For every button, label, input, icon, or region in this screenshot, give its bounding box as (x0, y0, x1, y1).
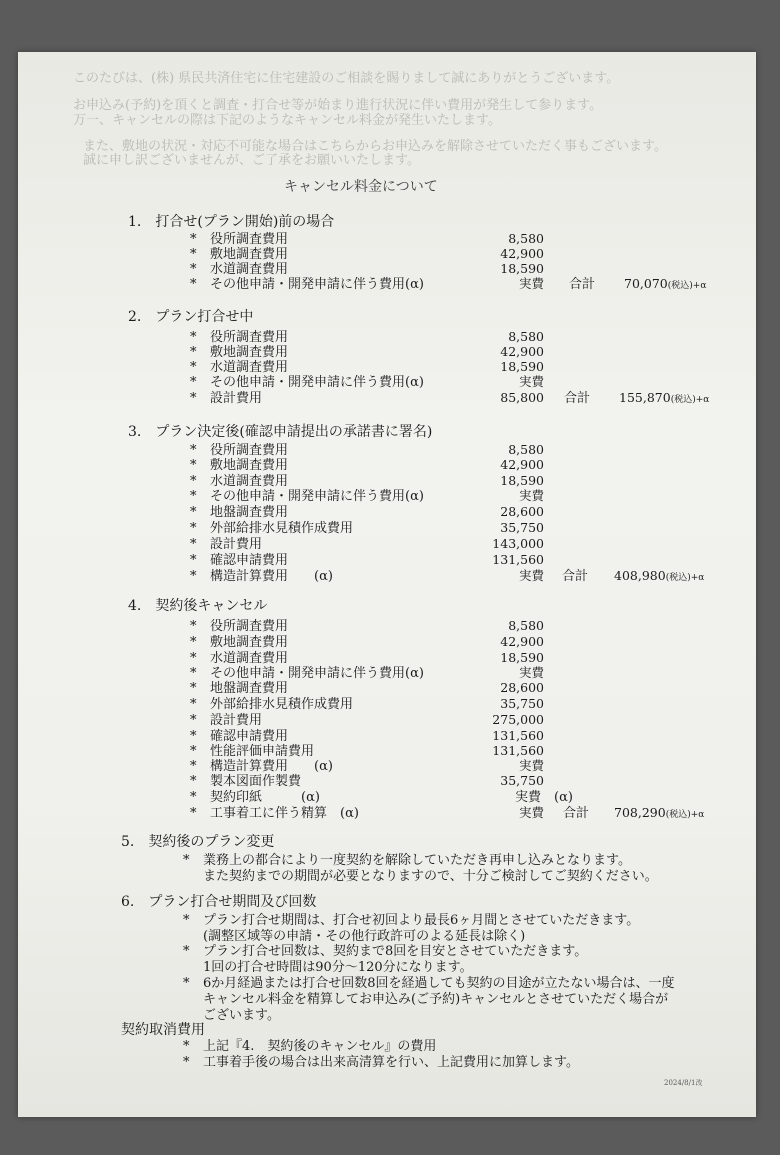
s2-total-amount: 155,870(税込)+α (619, 390, 710, 405)
section-2-heading: 2. プラン打合せ中 (128, 309, 254, 325)
s3-item-2-amount: 42,900 (500, 457, 544, 472)
bullet-mark: * (190, 759, 197, 774)
section-3-heading: 3. プラン決定後(確認申請提出の承諾書に署名) (128, 424, 433, 440)
bullet-mark: * (190, 681, 197, 696)
bullet-mark: * (190, 666, 197, 681)
bullet-mark: * (190, 232, 197, 247)
s2-item-5-amount: 85,800 (500, 390, 544, 405)
intro-line-1: このたびは、(株) 県民共済住宅に住宅建設のご相談を賜りまして誠にありがとうございます。 (73, 71, 620, 86)
bullet-mark: * (183, 1055, 190, 1070)
bullet-mark: * (190, 713, 197, 728)
bullet-mark: * (183, 913, 190, 928)
s2-item-4-amount: 実費 (518, 374, 544, 389)
s1-item-3-amount: 18,590 (500, 261, 544, 276)
s4-item-11-amount: 35,750 (500, 773, 544, 788)
bullet-mark: * (190, 553, 197, 568)
s2-item-3-label: 水道調査費用 (210, 360, 289, 375)
s6-line-5: 6か月経過または打合せ回数8回を経過しても契約の目途が立たない場合は、一度 (203, 976, 675, 991)
s3-item-6-amount: 35,750 (500, 520, 544, 535)
s3-item-7-label: 設計費用 (210, 537, 263, 552)
s3-item-8-amount: 131,560 (492, 552, 544, 567)
s4-item-7-amount: 275,000 (492, 712, 544, 727)
s3-item-6-label: 外部給排水見積作成費用 (210, 521, 354, 536)
s1-total-label: 合計 (569, 277, 596, 292)
s4-item-1-label: 役所調査費用 (210, 619, 289, 634)
intro-line-2: お申込み(予約)を頂くと調査・打合せ等が始まり進行状況に伴い費用が発生して参ります。 (73, 98, 603, 113)
s3-item-5-label: 地盤調査費用 (210, 505, 289, 520)
s4-item-10-amount: 実費 (518, 758, 544, 773)
s4-item-9-amount: 131,560 (492, 743, 544, 758)
bullet-mark: * (190, 635, 197, 650)
s2-item-4-label: その他申請・開発申請に伴う費用(α) (210, 375, 424, 390)
s6-line-6: キャンセル料金を精算してお申込み(ご予約)キャンセルとさせていただく場合が (203, 992, 669, 1007)
s4-item-4-amount: 実費 (518, 665, 544, 680)
s3-item-3-amount: 18,590 (500, 473, 544, 488)
s3-item-8-label: 確認申請費用 (210, 553, 289, 568)
s4-item-3-amount: 18,590 (500, 650, 544, 665)
bullet-mark: * (190, 345, 197, 360)
s2-item-1-amount: 8,580 (508, 329, 544, 344)
s2-item-3-amount: 18,590 (500, 359, 544, 374)
s2-item-2-label: 敷地調査費用 (210, 345, 289, 360)
s4-item-10-label: 構造計算費用 (α) (210, 759, 333, 774)
bullet-mark: * (190, 774, 197, 789)
intro-line-5: 誠に申し訳ございませんが、ご了承をお願いいたします。 (83, 153, 420, 168)
s1-item-1-amount: 8,580 (508, 231, 544, 246)
s4-item-12-label: 契約印紙 (α) (210, 790, 320, 805)
s3-item-4-label: その他申請・開発申請に伴う費用(α) (210, 489, 424, 504)
bullet-mark: * (190, 505, 197, 520)
s4-item-2-amount: 42,900 (500, 634, 544, 649)
s1-item-4-label: その他申請・開発申請に伴う費用(α) (210, 277, 424, 292)
bullet-mark: * (190, 277, 197, 292)
s2-item-5-label: 設計費用 (210, 391, 263, 406)
section-6-heading: 6. プラン打合せ期間及び回数 (121, 894, 317, 910)
s4-item-8-label: 確認申請費用 (210, 729, 289, 744)
s4-item-9-label: 性能評価申請費用 (210, 744, 315, 759)
s6-line-7: ございます。 (203, 1008, 280, 1023)
s4-item-6-label: 外部給排水見積作成費用 (210, 697, 354, 712)
bullet-mark: * (190, 489, 197, 504)
bullet-mark: * (190, 375, 197, 390)
s1-item-2-label: 敷地調査費用 (210, 247, 289, 262)
page-title: キャンセル料金について (284, 179, 438, 195)
section-5-heading: 5. 契約後のプラン変更 (121, 834, 275, 850)
s2-item-2-amount: 42,900 (500, 344, 544, 359)
s4-item-7-label: 設計費用 (210, 713, 263, 728)
document-page (18, 52, 756, 1117)
s3-item-1-amount: 8,580 (508, 442, 544, 457)
s3-item-1-label: 役所調査費用 (210, 443, 289, 458)
bullet-mark: * (190, 697, 197, 712)
bullet-mark: * (190, 569, 197, 584)
s4-total-label: 合計 (563, 806, 590, 821)
bullet-mark: * (190, 619, 197, 634)
s7-line-2: 工事着手後の場合は出来高清算を行い、上記費用に加算します。 (203, 1055, 579, 1070)
bullet-mark: * (190, 458, 197, 473)
bullet-mark: * (190, 651, 197, 666)
bullet-mark: * (183, 853, 190, 868)
s2-total-label: 合計 (564, 391, 591, 406)
s1-item-2-amount: 42,900 (500, 246, 544, 261)
s4-item-8-amount: 131,560 (492, 728, 544, 743)
s3-total-label: 合計 (562, 569, 589, 584)
intro-line-3: 万一、キャンセルの際は下記のようなキャンセル料金が発生いたします。 (73, 113, 501, 128)
bullet-mark: * (190, 474, 197, 489)
bullet-mark: * (190, 330, 197, 345)
s3-item-2-label: 敷地調査費用 (210, 458, 289, 473)
bullet-mark: * (190, 247, 197, 262)
s3-item-5-amount: 28,600 (500, 504, 544, 519)
s4-item-13-label: 工事着工に伴う精算 (α) (210, 806, 359, 821)
footer-date: 2024/8/1改 (664, 1079, 703, 1087)
s7-line-1: 上記『4. 契約後のキャンセル』の費用 (203, 1039, 437, 1054)
s3-item-4-amount: 実費 (518, 488, 544, 503)
s4-item-4-label: その他申請・開発申請に伴う費用(α) (210, 666, 424, 681)
s4-item-5-label: 地盤調査費用 (210, 681, 289, 696)
cancellation-cost-heading: 契約取消費用 (121, 1022, 205, 1038)
s3-item-9-label: 構造計算費用 (α) (210, 569, 333, 584)
s6-line-2: (調整区域等の申請・その他行政許可のよる延長は除く) (203, 929, 526, 944)
bullet-mark: * (190, 391, 197, 406)
s4-item-13-amount: 実費 (518, 805, 544, 820)
s1-item-4-amount: 実費 (518, 276, 544, 291)
s4-item-6-amount: 35,750 (500, 696, 544, 711)
s3-item-3-label: 水道調査費用 (210, 474, 289, 489)
s4-item-2-label: 敷地調査費用 (210, 635, 289, 650)
s5-line-2: また契約までの期間が必要となりますので、十分ご検討してご契約ください。 (203, 869, 658, 884)
s4-total-amount: 708,290(税込)+α (614, 805, 705, 820)
bullet-mark: * (190, 262, 197, 277)
intro-line-4: また、敷地の状況・対応不可能な場合はこちらからお申込みを解除させていただく事もございます。 (83, 139, 667, 154)
s3-item-7-amount: 143,000 (492, 536, 544, 551)
s3-item-9-amount: 実費 (518, 568, 544, 583)
s6-line-1: プラン打合せ期間は、打合せ初回より最長6ヶ月間とさせていただきます。 (203, 913, 640, 928)
s1-total-amount: 70,070(税込)+α (624, 276, 707, 291)
s6-line-3: プラン打合せ回数は、契約まで8回を目安とさせていただきます。 (203, 944, 588, 959)
s4-item-5-amount: 28,600 (500, 680, 544, 695)
s6-line-4: 1回の打合せ時間は90分～120分になります。 (203, 960, 473, 975)
bullet-mark: * (190, 744, 197, 759)
bullet-mark: * (190, 443, 197, 458)
s1-item-1-label: 役所調査費用 (210, 232, 289, 247)
bullet-mark: * (190, 806, 197, 821)
s4-item-1-amount: 8,580 (508, 618, 544, 633)
bullet-mark: * (183, 976, 190, 991)
s5-line-1: 業務上の都合により一度契約を解除していただき再申し込みとなります。 (203, 853, 631, 868)
s2-item-1-label: 役所調査費用 (210, 330, 289, 345)
bullet-mark: * (190, 521, 197, 536)
s4-item-11-label: 製本図面作製費 (210, 774, 302, 789)
s3-total-amount: 408,980(税込)+α (614, 568, 705, 583)
s4-item-3-label: 水道調査費用 (210, 651, 289, 666)
section-4-heading: 4. 契約後キャンセル (128, 598, 268, 614)
bullet-mark: * (190, 537, 197, 552)
bullet-mark: * (183, 1039, 190, 1054)
s4-item-12-amount: 実費 (α) (515, 790, 573, 805)
bullet-mark: * (190, 790, 197, 805)
bullet-mark: * (190, 360, 197, 375)
section-1-heading: 1. 打合せ(プラン開始)前の場合 (128, 214, 335, 230)
bullet-mark: * (190, 729, 197, 744)
s1-item-3-label: 水道調査費用 (210, 262, 289, 277)
bullet-mark: * (183, 944, 190, 959)
